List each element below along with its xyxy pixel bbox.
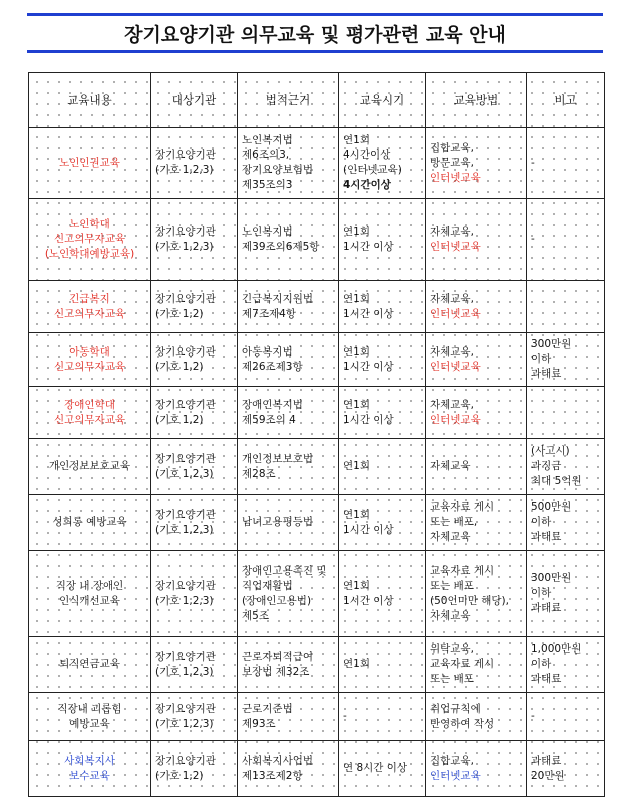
cell-line: 아동복지법 [242,345,293,358]
timing-cell [339,693,426,741]
note-cell [527,333,605,387]
table-row [29,741,605,797]
cell-line: 아동학대 [69,345,110,358]
header-timing: 교육시기 [339,73,426,128]
cell-line: - [531,710,535,722]
table-header-row [29,73,605,128]
topic-cell [29,741,151,797]
table-row [29,551,605,637]
table-row [29,199,605,281]
title-bottom-rule [27,50,603,53]
table-body [29,128,605,797]
header-note: 비고 [527,73,605,128]
cell-line: (기호 1,2) [155,360,204,373]
topic-cell [29,333,151,387]
cell-line: (인터넷교육) [343,164,402,176]
cell-line: 제93조 [242,717,276,730]
cell-line: 제6조의3, [242,149,290,161]
cell-line: 장기요양기관 [155,225,216,238]
target-cell [151,387,238,439]
cell-line: 노인복지법 [242,134,293,146]
cell-line: 신고의무자교육 [53,360,125,373]
cell-line: (기호 1,2,3) [155,164,214,176]
header-law: 법적근거 [238,73,339,128]
cell-line: 연1회 [343,658,370,670]
cell-line: 장기요양기관 [155,345,216,358]
cell-line: 장기요양기관 [155,754,216,767]
cell-line: (장애인고용법) [242,594,312,607]
cell-line: 인터넷교육 [430,240,481,253]
cell-line: (기호 1,2,3) [155,665,214,678]
note-cell [527,439,605,495]
cell-line: 과태료 [531,602,562,614]
cell-line: 사회복지사업법 [242,754,314,767]
topic-cell [29,495,151,551]
cell-line: 4시간이상 [343,179,391,191]
title-bar [27,13,603,53]
cell-line: 긴급복지 [69,292,110,305]
cell-line: 연1회 [343,292,370,305]
cell-line: 500만원 [531,501,572,513]
cell-line: 장애인고용촉진 및 [242,564,327,577]
law-cell [238,741,339,797]
cell-line: 자체교육, [430,398,474,411]
cell-line: 장기요양기관 [155,292,216,305]
note-cell [527,551,605,637]
law-cell [238,551,339,637]
cell-line: 직장내 괴롭힘 [57,702,122,715]
table-row [29,387,605,439]
timing-cell [339,128,426,199]
cell-line: 직장 내 장애인 [55,579,124,592]
cell-line: 과태료 [531,531,562,543]
law-cell [238,333,339,387]
note-cell [527,741,605,797]
cell-line: 제28조 [242,467,276,480]
timing-cell [339,439,426,495]
target-cell [151,551,238,637]
cell-line: (기호 1,2,3) [155,594,214,607]
timing-cell [339,333,426,387]
target-cell [151,333,238,387]
cell-line: 자체교육, [430,225,474,238]
cell-line: 장기요양기관 [155,579,216,592]
law-cell [238,199,339,281]
cell-line: 장애인복지법 [242,398,303,411]
cell-line: 집합교육, [430,754,474,767]
topic-cell [29,693,151,741]
topic-cell [29,387,151,439]
method-cell [426,387,527,439]
cell-line: 보장법 제32조 [242,665,310,678]
law-cell [238,281,339,333]
cell-line: 장기요양기관 [155,650,216,663]
timing-cell [339,551,426,637]
cell-line: 연1회 [343,134,370,146]
cell-line: 반영하여 작성 [430,717,495,730]
timing-cell [339,637,426,693]
cell-line: 교육자료 게시 [430,658,495,670]
law-cell [238,439,339,495]
cell-line: 과태료 [531,673,562,685]
cell-line: 인터넷교육 [430,769,481,782]
topic-cell [29,439,151,495]
cell-line: 장기요양보험법 [242,164,314,176]
timing-cell [339,495,426,551]
cell-line: (기호 1,2) [155,413,204,426]
cell-line: 300만원 [531,338,572,350]
method-cell [426,128,527,199]
header-target: 대상기관 [151,73,238,128]
cell-line: 방문교육, [430,156,474,169]
cell-line: 1시간 이상 [343,413,394,426]
topic-cell [29,128,151,199]
cell-line: 긴급복지지원법 [242,292,314,305]
cell-line: 연1회 [343,398,370,411]
cell-line: 개인정보보호법 [242,452,314,465]
cell-line: (기호 1,2) [155,769,204,782]
law-cell [238,387,339,439]
cell-line: 1시간 이상 [343,360,394,373]
header-method: 교육방법 [426,73,527,128]
topic-cell [29,199,151,281]
cell-line: 인터넷교육 [430,360,481,373]
law-cell [238,128,339,199]
target-cell [151,693,238,741]
table-row [29,637,605,693]
education-table [28,72,605,797]
cell-line: 연1회 [343,225,370,238]
cell-line: - [531,233,535,245]
target-cell [151,637,238,693]
cell-line: 이하 [531,516,552,528]
note-cell [527,199,605,281]
method-cell [426,741,527,797]
cell-line: 과징금 [531,460,562,472]
cell-line: (사고시) [531,445,570,457]
note-cell [527,637,605,693]
cell-line: 노인복지법 [242,225,293,238]
method-cell [426,551,527,637]
method-cell [426,495,527,551]
timing-cell [339,741,426,797]
cell-line: 장기요양기관 [155,508,216,521]
cell-line: 퇴직연금교육 [59,658,120,670]
cell-line: 제7조제4항 [242,307,296,320]
target-cell [151,741,238,797]
cell-line: 직업재활법 [242,579,293,592]
cell-line: 이하 [531,587,552,599]
cell-line: - [531,156,535,169]
cell-line: 취업규칙에 [430,702,481,715]
cell-line: (기호 1,2,3) [155,717,214,730]
cell-line: 연1회 [343,508,370,521]
cell-line: 또는 배포, [430,516,478,528]
method-cell [426,693,527,741]
cell-line: 제5조 [242,609,269,622]
cell-line: 또는 배포 [430,579,474,592]
cell-line: 이하 [531,658,552,670]
cell-line: 신고의무자교육 [53,307,125,320]
timing-cell [339,281,426,333]
table-row [29,495,605,551]
target-cell [151,281,238,333]
method-cell [426,199,527,281]
law-cell [238,495,339,551]
cell-line: 과태료 [531,368,562,380]
cell-line: (노인학대예방교육) [44,248,135,260]
note-cell [527,495,605,551]
table-row [29,439,605,495]
law-cell [238,637,339,693]
cell-line: 장기요양기관 [155,452,216,465]
cell-line: 교육자료 게시 [430,501,495,513]
method-cell [426,439,527,495]
cell-line: 1시간 이상 [343,307,394,320]
table-row [29,333,605,387]
cell-line: 또는 배포 [430,673,474,685]
cell-line: 1시간 이상 [343,240,394,253]
method-cell [426,333,527,387]
cell-line: 1시간 이상 [343,523,394,536]
cell-line: 인터넷교육 [430,307,481,320]
title-top-rule [27,13,603,16]
cell-line: 과태료 [531,754,562,767]
timing-cell [339,199,426,281]
cell-line: 장애인학대 [64,398,115,411]
page-title: 장기요양기관 의무교육 및 평가관련 교육 안내 [124,24,506,46]
topic-cell [29,551,151,637]
header-topic: 교육내용 [29,73,151,128]
cell-line: 4시간이상 [343,149,391,161]
cell-line: 1,000만원 [531,643,582,655]
note-cell [527,281,605,333]
cell-line: - [343,710,347,722]
table-row [29,693,605,741]
cell-line: 예방교육 [69,717,110,730]
cell-line: 자체교육 [430,609,471,622]
method-cell [426,281,527,333]
cell-line: 제59조의 4 [242,413,296,426]
note-cell [527,128,605,199]
topic-cell [29,637,151,693]
target-cell [151,199,238,281]
cell-line: (기호 1,2) [155,307,204,320]
cell-line: 자체교육, [430,345,474,358]
cell-line: 제35조의3 [242,179,293,191]
cell-line: 위탁교육, [430,643,474,655]
cell-line: 노인학대 [69,218,110,230]
cell-line: 제39조의6제5항 [242,240,320,253]
cell-line: 이하 [531,353,552,365]
cell-line: (기호 1,2,3) [155,467,214,480]
cell-line: (기호 1,2,3) [155,240,214,253]
target-cell [151,439,238,495]
cell-line: 사회복지사 [64,754,115,767]
note-cell [527,387,605,439]
cell-line: 자체교육 [430,460,471,472]
cell-line: 인터넷교육 [430,413,481,426]
cell-line: 성희롱 예방교육 [52,516,127,528]
cell-line: 근로기준법 [242,702,293,715]
cell-line: 1시간 이상 [343,594,394,607]
cell-line: 제13조제2항 [242,769,303,782]
cell-line: 자체교육, [430,292,474,305]
timing-cell [339,387,426,439]
table-row [29,281,605,333]
cell-line: 개인정보보호교육 [48,460,131,472]
cell-line: 300만원 [531,572,572,584]
target-cell [151,128,238,199]
table-row [29,128,605,199]
cell-line: 인식개선교육 [59,594,120,607]
cell-line: 교육자료 게시 [430,564,495,577]
cell-line: 20만원 [531,769,565,782]
cell-line: 보수교육 [69,769,110,782]
law-cell [238,693,339,741]
target-cell [151,495,238,551]
cell-line: 연 8시간 이상 [343,762,408,774]
topic-cell [29,281,151,333]
cell-line: 제26조제3항 [242,360,303,373]
cell-line: 자체교육 [430,531,471,543]
cell-line: 최대 5억원 [531,475,582,487]
note-cell [527,693,605,741]
cell-line: (기호 1,2,3) [155,523,214,536]
method-cell [426,637,527,693]
cell-line: 장기요양기관 [155,398,216,411]
cell-line: 신고의무자교육 [53,413,125,426]
cell-line: 연1회 [343,345,370,358]
cell-line: 남녀고용평등법 [242,516,314,528]
cell-line: (50인미만 해당), [430,594,509,607]
cell-line: 노인인권교육 [59,156,120,169]
cell-line: 근로자퇴직급여 [242,650,314,663]
cell-line: 연1회 [343,579,370,592]
cell-line: 신고의무자교육 [53,233,125,245]
cell-line: 장기요양기관 [155,149,216,161]
cell-line: 연1회 [343,460,370,472]
cell-line: 집합교육, [430,141,474,154]
cell-line: 장기요양기관 [155,702,216,715]
cell-line: 인터넷교육 [430,171,481,184]
